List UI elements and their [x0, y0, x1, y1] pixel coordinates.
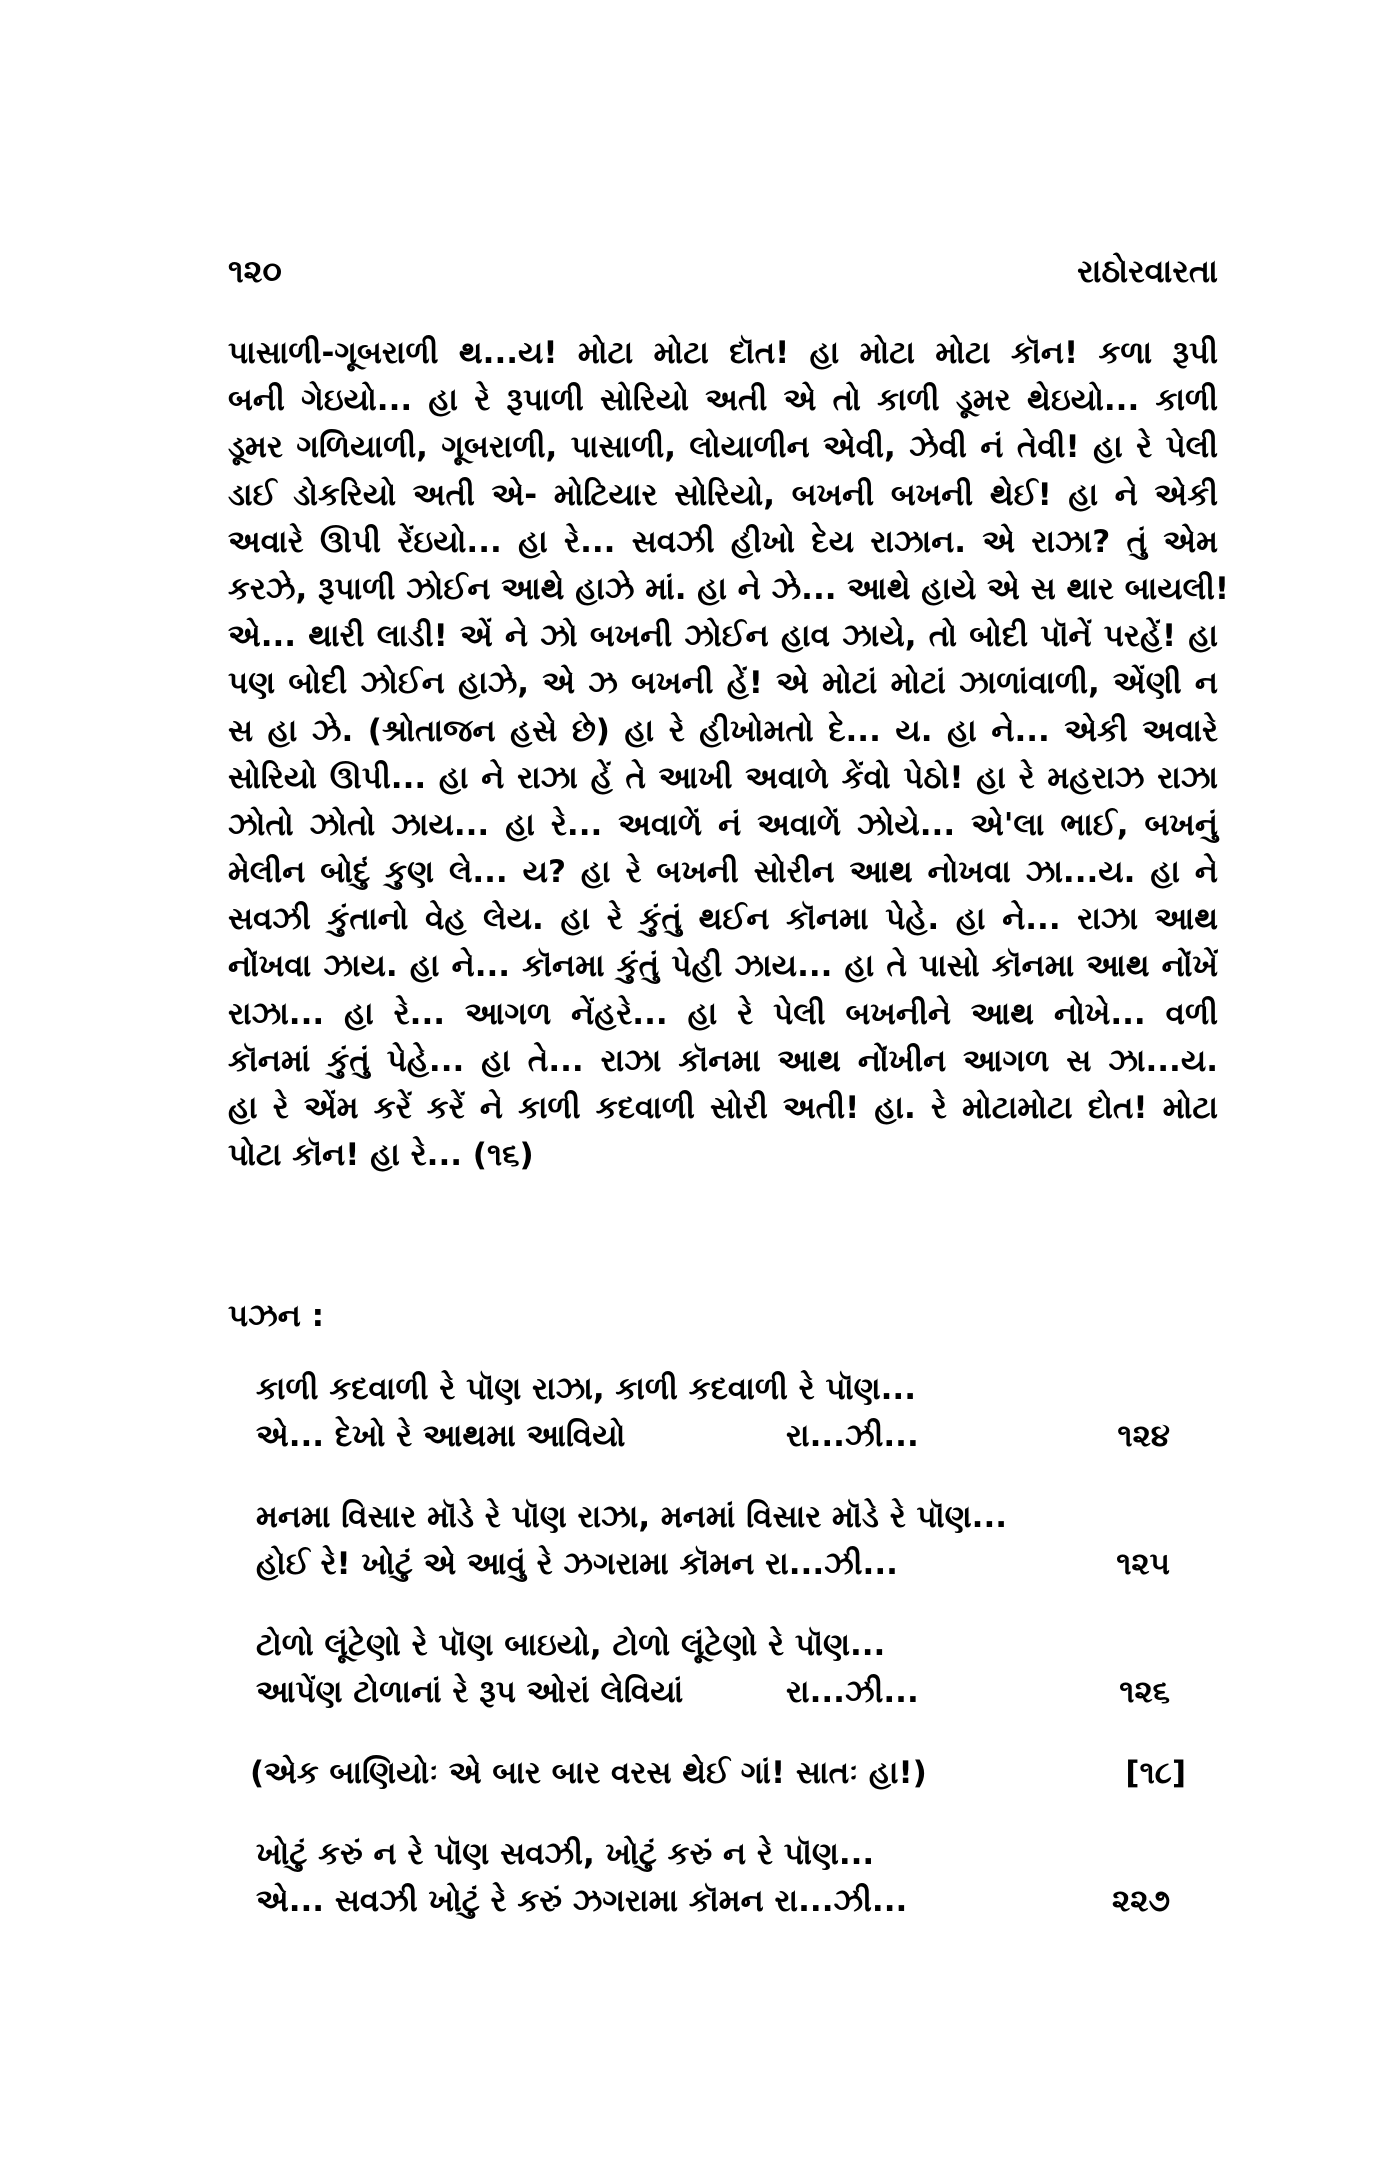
- verse-line: [256, 1669, 1186, 1716]
- prose-line: સોરિયો ઊપી... હા ને રાઝા હેં તે આખી અવાળે કેંવો પેઠો! હા રે મહરાઝ રાઝા: [228, 759, 1218, 796]
- verse-number: ૧૨૫: [1116, 1546, 1170, 1582]
- prose-line: ઝોતો ઝોતો ઝાય... હા રે... અવાળેં નં અવાળેં ઝોયે... એ'લા ભાઈ, બખનું: [228, 806, 1218, 843]
- verse-refrain: રા...ઝી...: [786, 1418, 919, 1454]
- stanza: [256, 1831, 1186, 1925]
- verse-line: [256, 1366, 1186, 1413]
- verse-line: [256, 1413, 1186, 1460]
- prose-line: ડાઈ ડોકરિયો અતી એ- મોટિયાર સોરિયો, બખની બખની થેઈ! હા ને એકી: [228, 476, 1218, 513]
- prose-line: કૉનમાં કુંતું પેહે... હા તે... રાઝા કૉનમા આથ નોંખીન આગળ સ ઝા...ય.: [228, 1042, 1218, 1079]
- prose-line: કરઝે, રૂપાળી ઝોઈન આથે હાઝે માં. હા ને ઝે... આથે હાયે એ સ થાર બાયલી!: [228, 570, 1230, 607]
- prose-line: ડૂમર ગળિયાળી, ગૂબરાળી, પાસાળી, લોયાળીન એવી, ઝેવી નં તેવી! હા રે પેલી: [228, 429, 1218, 466]
- stanza: [256, 1622, 1186, 1716]
- verse-text: આપેંણ ટોળાનાં રે રૂપ ઓરાં લેવિયાં: [256, 1674, 684, 1710]
- verse-text: હોઈ રે! ખોટું એ આવું રે ઝગરામા કૉમન રા...ઝી...: [256, 1546, 898, 1582]
- prose-line: રાઝા... હા રે... આગળ નેંહરે... હા રે પેલી બખનીને આથ નોખે... વળી: [228, 995, 1218, 1032]
- stanza: [256, 1494, 1186, 1588]
- prose-line: એ... થારી લાડી! એં ને ઝો બખની ઝોઈન હાવ ઝાયે, તો બોદી પૉનેં પરહેં! હા: [228, 618, 1218, 655]
- verse-text: ખોટું કરું ન રે પૉણ સવઝી, ખોટું કરું ન રે પૉણ...: [256, 1836, 875, 1872]
- verse-line: [256, 1494, 1186, 1541]
- verse-text: કાળી કદવાળી રે પૉણ રાઝા, કાળી કદવાળી રે પૉણ...: [256, 1371, 916, 1407]
- prose-line: હા રે એંમ કરેં કરેં ને કાળી કદવાળી સોરી અતી! હા. રે મોટામોટા દોત! મોટા: [228, 1090, 1218, 1126]
- stanza: [256, 1366, 1186, 1460]
- verse-text: ટોળો લૂંટેણો રે પૉણ બાઇયો, ટોળો લૂંટેણો રે પૉણ...: [256, 1627, 886, 1663]
- verse-text: એ... સવઝી ખોટું રે કરું ઝગરામા કૉમન રા...ઝી...: [256, 1883, 908, 1919]
- verse-number: ૨૨૭: [1112, 1883, 1170, 1919]
- prose-line: બની ગેઇયો... હા રે રૂપાળી સોરિયો અતી એ તો કાળી ડૂમર થેઇયો... કાળી: [228, 382, 1218, 419]
- prose-line: અવારે ઊપી રેંઇયો... હા રે... સવઝી હીખો દેય રાઝાન. એ રાઝા? તું એમ: [228, 523, 1218, 560]
- verse-text: મનમા વિસાર મૉડે રે પૉણ રાઝા, મનમાં વિસાર મૉડે રે પૉણ...: [256, 1499, 1008, 1535]
- verse-line: [256, 1622, 1186, 1669]
- aside-text: (એક બાણિયોઃ એ બાર બાર વરસ થેઈ ગાં! સાતઃ હા!): [250, 1755, 927, 1791]
- prose-line: મેલીન બોદું કુણ લે... ય? હા રે બખની સોરીન આથ નોખવા ઝા...ય. હા ને: [228, 854, 1218, 891]
- verse-number: ૧૨૬: [1119, 1674, 1170, 1710]
- prose-line: પણ બોદી ઝોઈન હાઝે, એ ઝ બખની હેં! એ મોટાં મોટાં ઝાળાંવાળી, એંણી ન: [228, 665, 1218, 702]
- aside-number: [૧૮]: [1125, 1755, 1186, 1791]
- section-heading: પઝન :: [228, 1298, 324, 1334]
- prose-paragraph: [228, 330, 1230, 1179]
- verse-block: [250, 1366, 1186, 1959]
- verse-line: [256, 1878, 1186, 1925]
- running-title: રાઠોરવારતા: [1077, 252, 1218, 290]
- prose-line: પોટા કૉન! હા રે... (૧૬): [228, 1137, 534, 1174]
- audience-aside: [250, 1750, 1186, 1797]
- prose-line: સવઝી કુંતાનો વેહ લેય. હા રે કુંતું થઈન કૉનમા પેહે. હા ને... રાઝા આથ: [228, 901, 1218, 938]
- verse-line: [256, 1541, 1186, 1588]
- prose-line: પાસાળી-ગૂબરાળી થ...ય! મોટા મોટા દૉત! હા મોટા મોટા કૉન! કળા રૂપી: [228, 335, 1218, 371]
- page-header: [228, 252, 1218, 296]
- verse-line: [256, 1831, 1186, 1878]
- prose-line: નોંખવા ઝાય. હા ને... કૉનમા કુંતું પેહી ઝાય... હા તે પાસો કૉનમા આથ નોંખેં: [228, 948, 1218, 985]
- prose-line: સ હા ઝે. (શ્રોતાજન હસે છે) હા રે હીખોમતો દે... ય. હા ને... એકી અવારે: [228, 712, 1218, 749]
- verse-number: ૧૨૪: [1117, 1418, 1170, 1454]
- verse-refrain: રા...ઝી...: [786, 1674, 919, 1710]
- verse-text: એ... દેખો રે આથમા આવિયો: [256, 1418, 626, 1454]
- page-number: ૧૨૦: [228, 252, 282, 290]
